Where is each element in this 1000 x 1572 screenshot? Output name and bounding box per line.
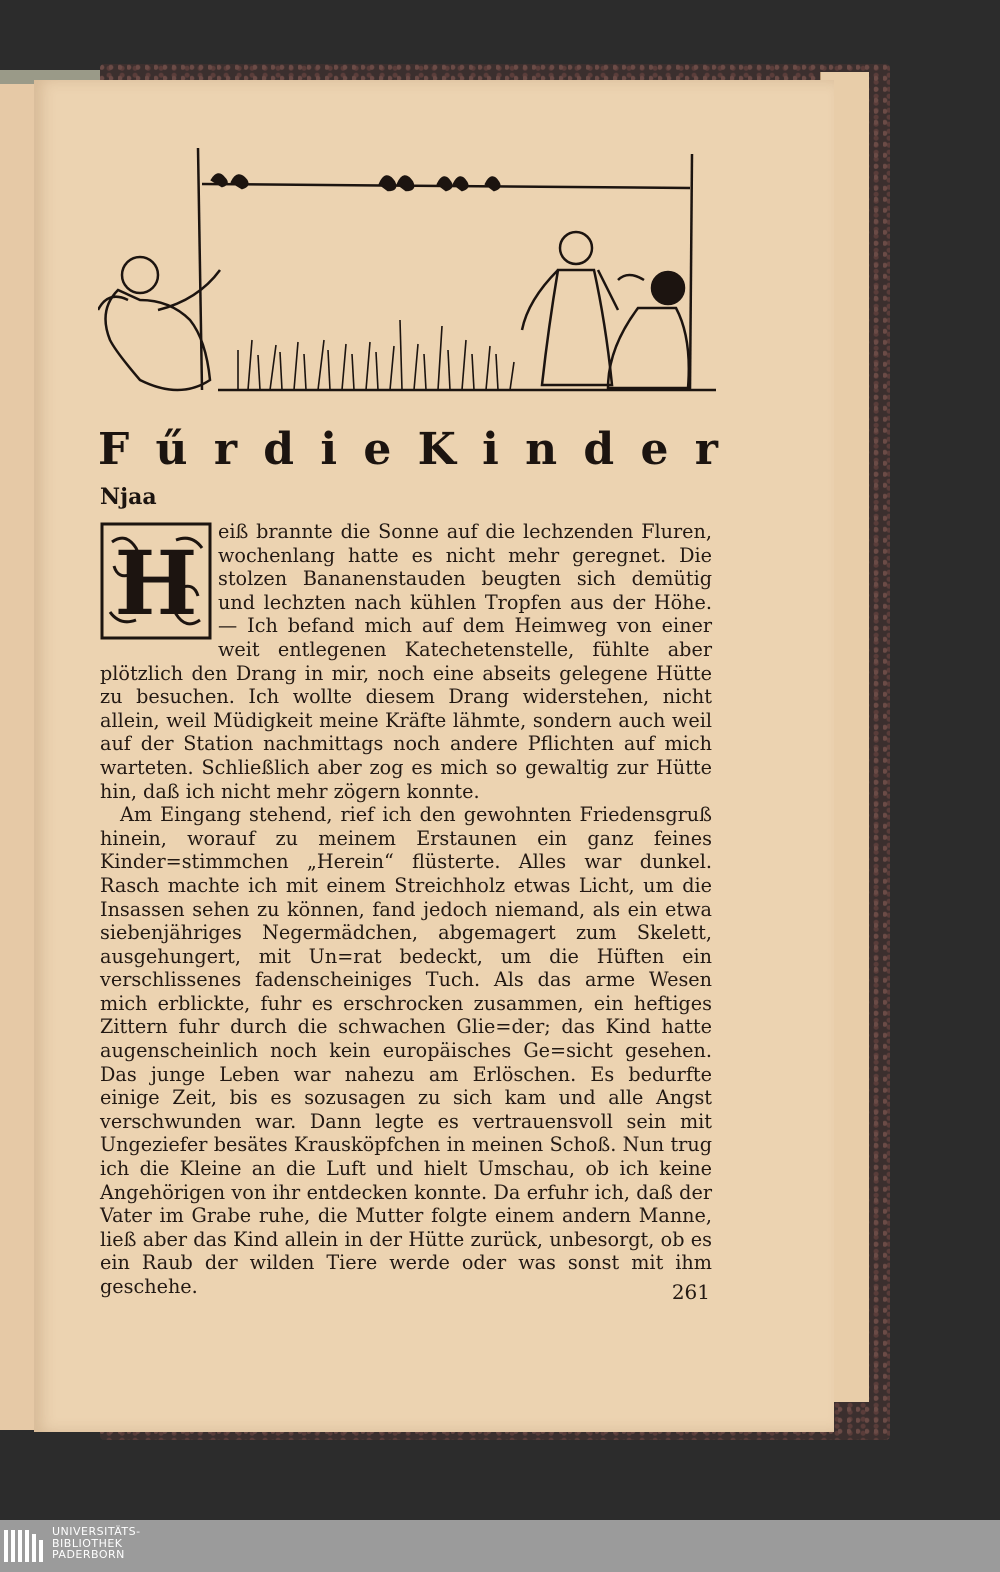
heading-letter: n bbox=[525, 423, 558, 475]
ornamental-initial bbox=[100, 522, 212, 640]
left-page-edge bbox=[0, 84, 36, 1430]
heading-letter: r bbox=[213, 423, 237, 475]
page-number: 261 bbox=[671, 1280, 710, 1304]
article-title: Njaa bbox=[100, 484, 157, 510]
paragraph: Am Eingang stehend, rief ich den gewohnten Friedensgruß hinein, worauf zu meinem Erstaunen ein ganz feines Kinder=stimmchen „Herein“ flüsterte. Alles war dunkel. Rasch machte ich mit einem Streichholz etwas Licht, um die Insassen sehen zu können, fand jedoch niemand, als ein etwa siebenjähriges Negermädchen, abgemagert zum Skelett, ausgehungert, mit Un=rat bedeckt, um die Hüften ein verschlissenes fadenscheiniges Tuch. Als das arme Wesen mich erblickte, fuhr es erschrocken zusammen, ein heftiges Zittern fuhr durch die schwachen Glie=der; das Kind hatte augenscheinlich noch kein europäisches Ge=sicht gesehen. Das junge Leben war nahezu am Erlöschen. Es bedurfte einige Zeit, bis es sozusagen zu sich kam und alle Angst verschwunden war. Dann legte es vertrauensvoll sein mit Ungeziefer besätes Krausköpfchen in meinen Schoß. Nun trug ich die Kleine an die Luft und hielt Umschau, ob ich keine Angehörigen von ihr entdecken konnte. Da erfuhr ich, daß der Vater im Grabe ruhe, die Mutter folgte einem andern Manne, ließ aber das Kind allein in der Hütte zurück, unbesorgt, ob es ein Raub der wilden Tiere werde oder was sonst mit ihm geschehe. bbox=[100, 803, 712, 1298]
library-footer bbox=[0, 1520, 1000, 1572]
heading-letter: K bbox=[417, 423, 456, 475]
heading-letter: i bbox=[482, 423, 499, 475]
heading-letter: ű bbox=[155, 423, 188, 475]
heading-letter: i bbox=[320, 423, 338, 475]
dropcap-letter: H bbox=[114, 531, 198, 635]
article-body bbox=[100, 520, 712, 1299]
library-name: UNIVERSITÄTS- BIBLIOTHEK PADERBORN bbox=[52, 1525, 141, 1561]
library-logo bbox=[4, 1528, 48, 1564]
paragraph: eiß brannte die Sonne auf die lechzenden Fluren, wochenlang hatte es nicht mehr geregnet. Die stolzen Bananenstauden beugten sich demütig und lechzten nach kühlen Tropfen aus der Höhe. — Ich befand mich auf dem Heimweg von einer weit entlegenen Katechetenstelle, fühlte aber plötzlich den Drang in mir, noch eine abseits gelegene Hütte zu besuchen. Ich wollte diesem Drang widerstehen, nicht allein, weil Müdigkeit meine Kräfte lähmte, sondern auch weil auf der Station nachmittags noch andere Pflichten auf mich warteten. Schließlich aber zog es mich so gewaltig zur Hütte hin, daß ich nicht mehr zögern konnte. bbox=[100, 520, 712, 803]
section-heading bbox=[98, 418, 718, 480]
heading-letter: d bbox=[583, 423, 615, 475]
children-illustration bbox=[98, 140, 716, 405]
heading-letter: F bbox=[98, 423, 130, 475]
heading-letter: e bbox=[640, 423, 669, 475]
heading-letter: d bbox=[263, 423, 295, 475]
heading-letter: r bbox=[694, 423, 718, 475]
heading-letter: e bbox=[363, 423, 392, 475]
